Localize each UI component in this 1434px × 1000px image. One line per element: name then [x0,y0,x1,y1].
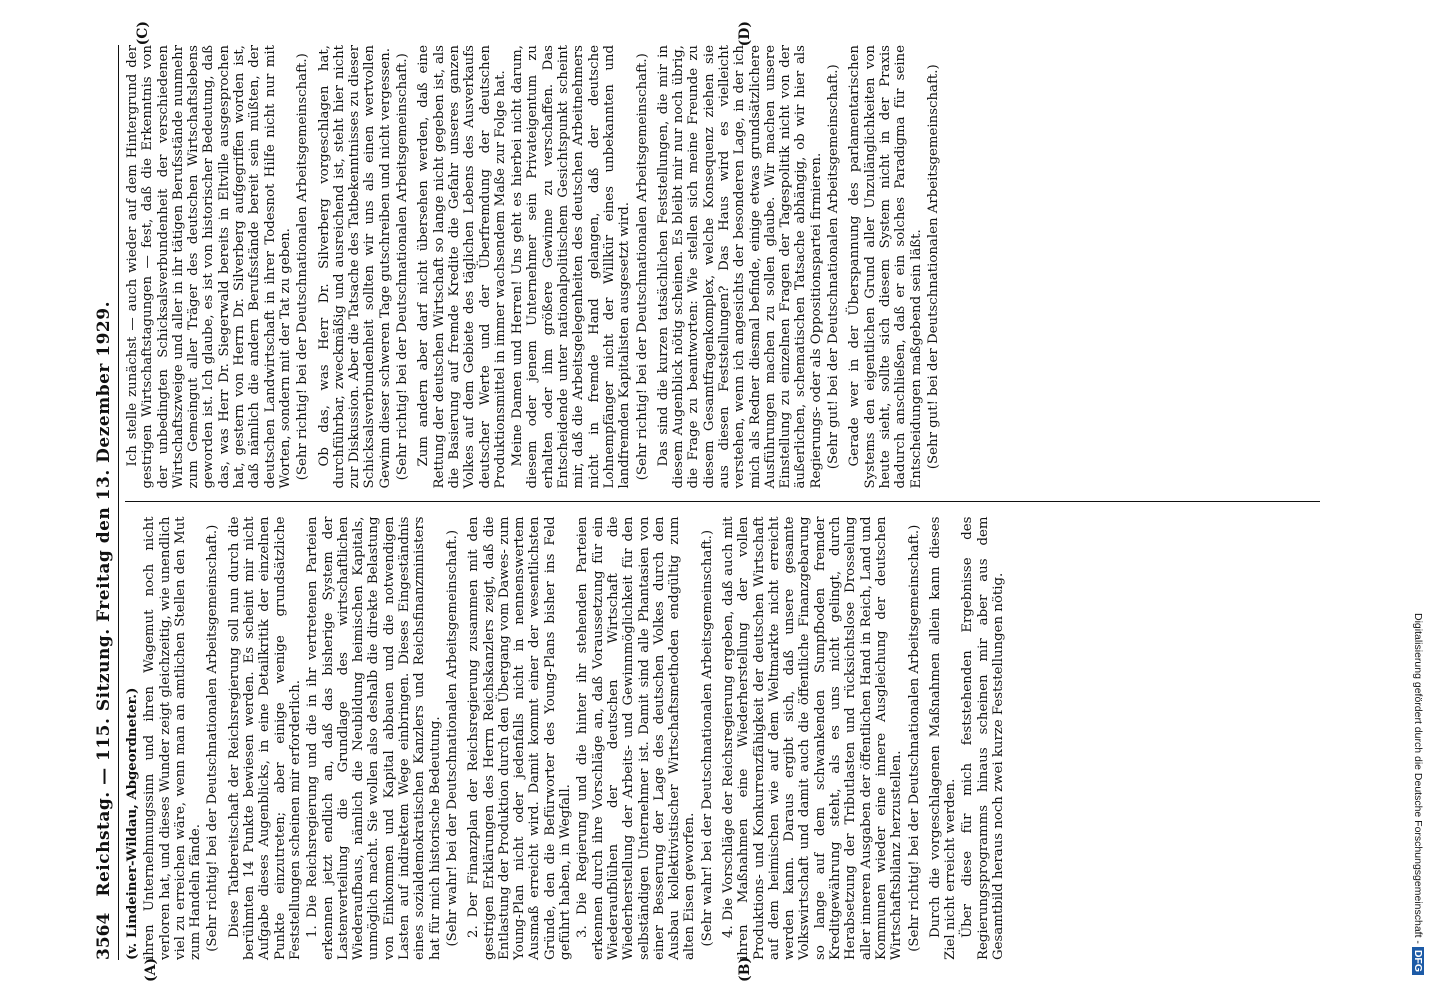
right-column [125,21,1320,503]
margin-marker-a: (A) [143,957,159,982]
text-columns [125,21,1320,982]
page-header [94,45,119,960]
credit-line [1404,0,1424,1000]
paragraph: Diese Tatbereitschaft der Reichsregierung soll nun durch die berühmten 14 Punkte bewiesen werden. Es scheint mir nicht Aufgabe dieses Augenblicks, in eine Detailkritik der einzelnen Punkte einzutreten; aber einige wenige grundsätzliche Feststellungen scheinen mir erforderlich. [226,516,303,960]
interjection: (Sehr richtig! bei der Deutschnationalen Arbeitsgemeinschaft.) [295,53,311,481]
paragraph: 2. Der Finanzplan der Reichsregierung zusammen mit den gestrigen Erklärungen des Herrn Reichskanzlers zeigt, daß die Entlastung der Produktion durch den Übergang vom Dawes- zum Young-Plan nicht oder jedenfalls nicht in nennenswertem Ausmaß erreicht wird. Damit kommt einer der wesentlichsten Gründe, den die Befürworter des Young-Plans bisher ins Feld geführt haben, in Wegfall. [466,516,574,960]
digitization-credit [1408,0,1428,1000]
paragraph: Meine Damen und Herren! Uns geht es hierbei nicht darum, diesem oder jenem Unternehmer sein Privateigentum zu erhalten oder ihm größere Gewinne zu verschaffen. Das Entscheidende unter nationalpolitischem Gesichtspunkt scheint mir, daß die Arbeitsgelegenheiten des deutschen Arbeitnehmers nicht in fremde Hand gelangen, daß der deutsche Lohnempfänger nicht der Willkür eines unbekannten und landfremden Kapitalisten ausgesetzt wird. [510,45,633,489]
margin-marker-d: (D) [737,21,753,47]
interjection: (Sehr richtig! bei der Deutschnationalen Arbeitsgemeinschaft.) [395,53,411,481]
paragraph: Gerade wer in der Überspannung des parlamentarischen Systems den eigentlichen Grund aller Unzulänglichkeiten von heute sieht, sollte sich diesem System nicht in der Praxis dadurch anschließen, daß er ein solches Paradigma für seine Entscheidungen maßgebend sein läßt. [847,45,924,489]
paragraph: Durch die vorgeschlagenen Maßnahmen allein kann dieses Ziel nicht erreicht werden. [927,516,959,960]
credit-text: Digitalisierung gefördert durch die Deutsche Forschungsgemeinschaft - [1412,612,1424,944]
interjection: (Sehr wahr! bei der Deutschnationalen Arbeitsgemeinschaft.) [444,529,460,947]
page-title: Reichstag. — 115. Sitzung. Freitag den 13. Dezember 1929. [94,300,114,897]
document-page [90,21,1355,982]
paragraph: Das sind die kurzen tatsächlichen Feststellungen, die mir in diesem Augenblick nötig scheinen. Es bleibt mir nur noch übrig, die Frage zu beantworten: Wie stellen sich meine Freunde zu diesem Gesamtfragenkomplex, welche Konsequenz ziehen sie aus diesen Feststellungen? Das Haus wird es vielleicht verstehen, wenn ich angesichts der besonderen Lage, in der ich mich als Redner diesmal befinde, einige etwas grundsätzlichere Ausführungen machen zu sollen glaube. Wir machen unsere Einstellung zu einzelnen Fragen der Tagespolitik nicht von der äußerlichen, schematischen Tatsache abhängig, ob wir hier als Regierungs- oder als Oppositionspartei firmieren. [655,45,824,489]
paragraph: Über diese für mich feststehenden Ergebnisse des Regierungsprogramms hinaus scheinen mir aber aus dem Gesamtbild heraus noch zwei kurze Feststellungen nötig. [960,516,1007,960]
speaker-label: (v. Lindeiner-Wildau, Abgeordneter.) [125,687,140,960]
margin-marker-c: (C) [135,21,151,46]
page-number: 3564 [94,912,114,960]
interjection: (Sehr wahr! bei der Deutschnationalen Arbeitsgemeinschaft.) [699,529,715,947]
interjection: (Sehr richtig! bei der Deutschnationalen Arbeitsgemeinschaft.) [906,524,922,952]
paragraph: 1. Die Reichsregierung und die in ihr vertretenen Parteien erkennen jetzt endlich an, daß das bisherige System der Lastenverteilung die Grundlage des wirtschaftlichen Wiederaufbaus, nämlich die Neubildung heimischen Kapitals, unmöglich macht. Sie wollen also deshalb die direkte Belastung von Einkommen und Kapital abbauen und die notwendigen Lasten auf indirektem Wege einbringen. Dieses Eingeständnis eines sozialdemokratischen Kanzlers und Reichsfinanzministers hat für mich historische Bedeutung. [305,516,443,960]
interjection: (Sehr gut! bei der Deutschnationalen Arbeitsgemeinschaft.) [925,64,941,470]
paragraph: Zum andern aber darf nicht übersehen werden, daß eine Rettung der deutschen Wirtschaft so lange nicht gegeben ist, als die Basierung auf fremde Kredite die Gefahr unseres ganzen Volkes auf dem Gebiete des täglichen Lebens des Ausverkaufs deutscher Werte und der Überfremdung der deutschen Produktionsmittel in immer wachsendem Maße zur Folge hat. [416,45,508,489]
interjection: (Sehr gut! bei der Deutschnationalen Arbeitsgemeinschaft.) [826,64,842,470]
paragraph: ihren Unternehmungssinn und ihren Wagemut noch nicht verloren hat, und dieses Wunder zeigt gleichzeitig, wie unendlich viel zu erreichen wäre, wenn man an amtlichen Stellen den Mut zum Handeln fände. [142,516,204,960]
paragraph: 3. Die Regierung und die hinter ihr stehenden Parteien erkennen durch ihre Vorschläge an, daß Voraussetzung für ein Wiederaufblühen der deutschen Wirtschaft die Wiederherstellung der Arbeits- und Gewinnmöglichkeit für den selbständigen Unternehmer ist. Damit sind alle Phantasien von einer Besserung der Lage des deutschen Volkes durch den Ausbau kollektivistischer Wirtschaftsmethoden endgültig zum alten Eisen geworfen. [575,516,698,960]
paragraph: 4. Die Vorschläge der Reichsregierung ergeben, daß auch mit ihren Maßnahmen eine Wiederherstellung der vollen Produktions- und Konkurrenzfähigkeit der deutschen Wirtschaft auf dem heimischen wie auf dem Weltmarkte nicht erreicht werden kann. Daraus ergibt sich, daß unsere gesamte Volkswirtschaft und damit auch die öffentliche Finanzgebarung so lange auf dem schwankenden Sumpfboden fremder Kreditgewährung steht, als es uns nicht gelingt, durch Herabsetzung der Tributlasten und rücksichtslose Drosselung aller inneren Ausgaben der öffentlichen Hand in Reich, Land und Kommunen wieder eine innere Ausgleichung der deutschen Wirtschaftsbilanz herzustellen. [720,516,905,960]
interjection: (Sehr richtig! bei der Deutschnationalen Arbeitsgemeinschaft.) [205,524,221,952]
interjection: (Sehr richtig! bei der Deutschnationalen Arbeitsgemeinschaft.) [634,53,650,481]
paragraph: Ob das, was Herr Dr. Silverberg vorgeschlagen hat, durchführbar, zweckmäßig und ausreichend ist, steht hier nicht zur Diskussion. Aber die Tatsache des Tatbekenntnisses zu dieser Schicksalsverbundenheit sollten wir uns als einen wertvollen Gewinn dieser schweren Tage gutschreiben und nicht vergessen. [316,45,393,489]
margin-marker-b: (B) [737,956,753,982]
paragraph: Ich stelle zunächst — auch wieder auf dem Hintergrund der gestrigen Wirtschaftstagungen — fest, daß die Erkenntnis von der unbedingten Schicksalsverbundenheit der verschiedenen Wirtschaftszweige und aller in ihr tätigen Berufsstände nunmehr zum Gemeingut aller Träger des deutschen Wirtschaftslebens geworden ist. Ich glaube, es ist von historischer Bedeutung, daß das, was Herr Dr. Siegerwald bereits in Eltville ausgesprochen hat, gestern von Herrn Dr. Silverberg aufgegriffen worden ist, daß nämlich die andern Berufsstände bereit sein müßten, der deutschen Landwirtschaft in ihrer Todesnot Hilfe nicht nur mit Worten, sondern mit der Tat zu geben. [125,45,293,489]
left-column [125,503,1320,982]
dfg-logo: DFG [1412,947,1424,975]
